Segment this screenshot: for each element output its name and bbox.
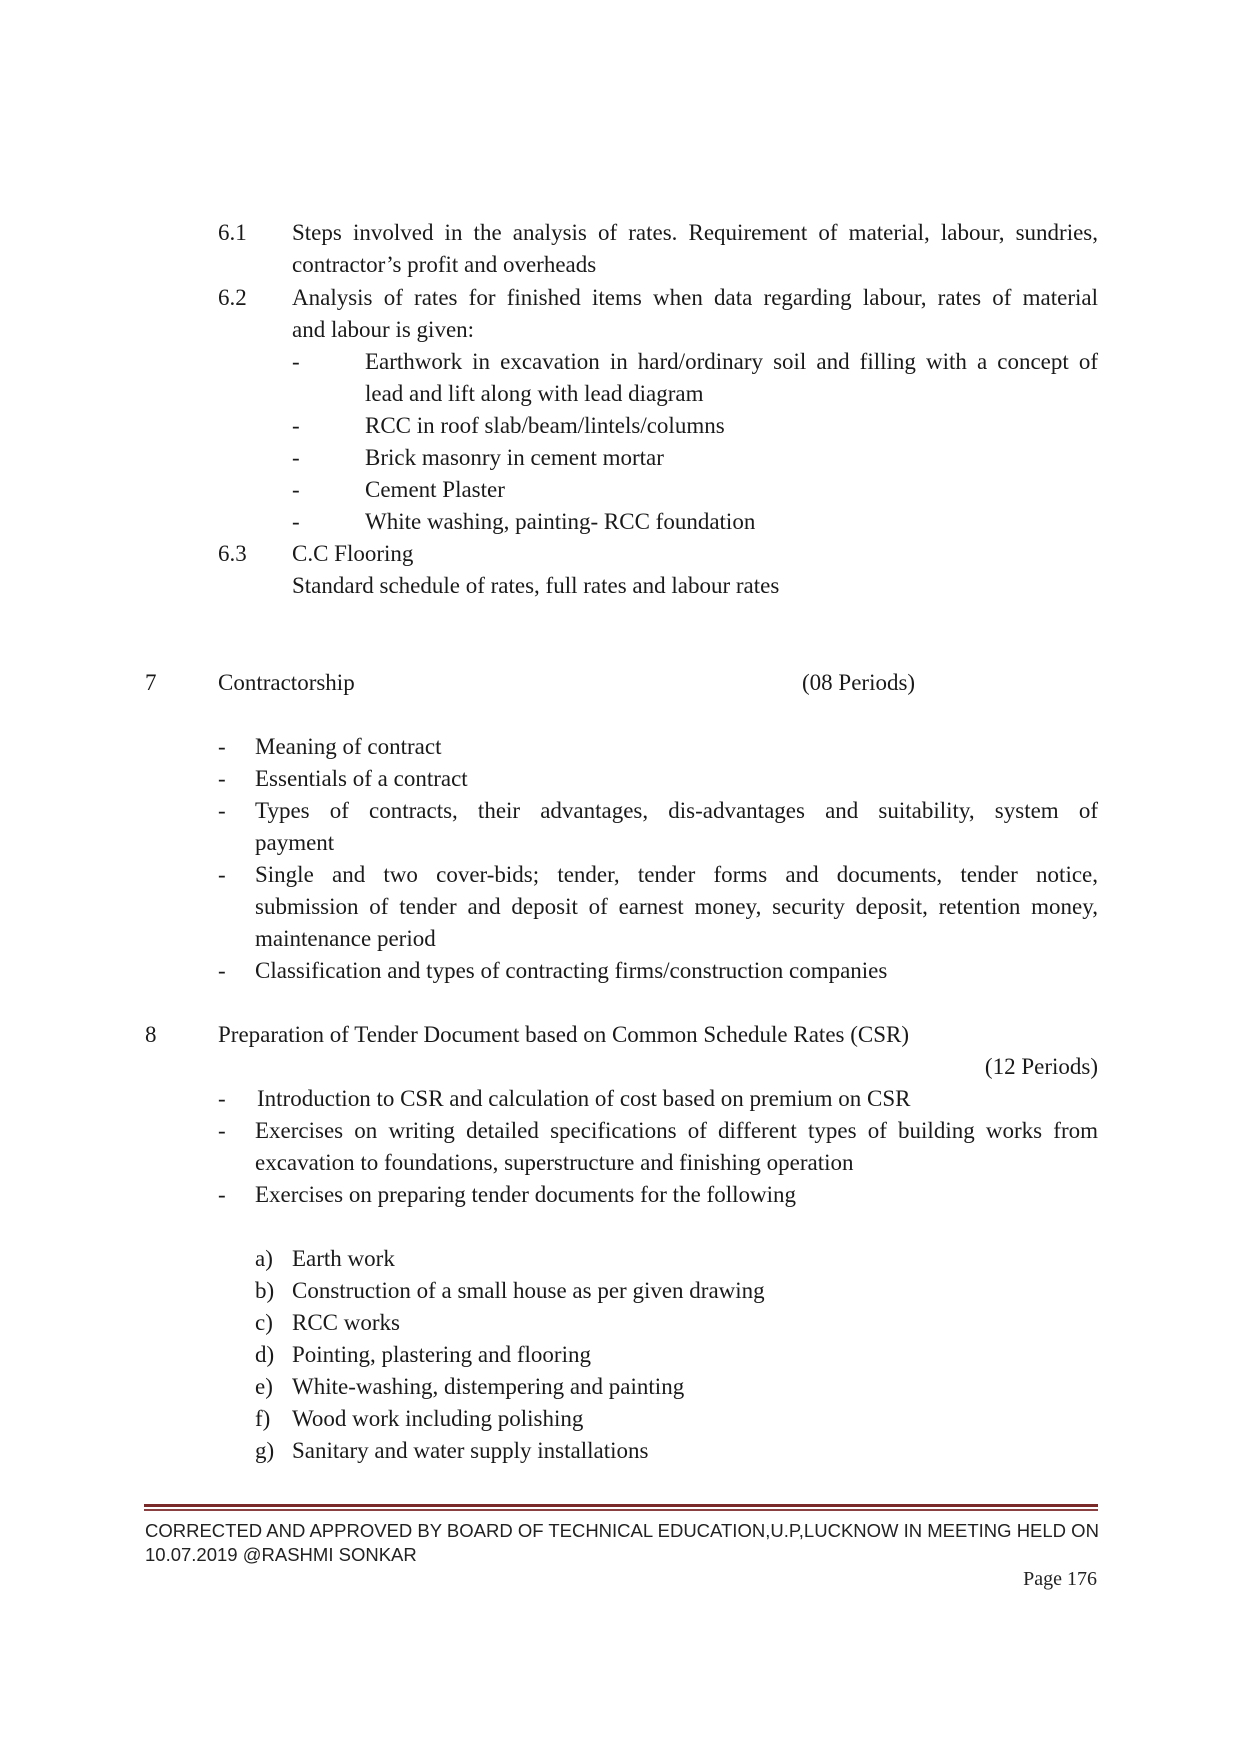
list-label-f: f) [255,1406,271,1431]
section-7-line-5: Single and two cover-bids; tender, tender forms and documents, tender notice, [255,862,1098,887]
section-7-line-8: Classification and types of contracting firms/construction companies [255,958,888,983]
dash-bullet: - [218,734,226,759]
section-7-line-4: payment [255,830,335,855]
dash-bullet: - [218,798,226,823]
section-6-3-line-1: C.C Flooring [292,541,414,566]
section-7-line-3: Types of contracts, their advantages, dis-advantages and suitability, system of [255,798,1098,823]
dash-bullet: - [218,766,226,791]
section-6-2-item-3: Brick masonry in cement mortar [365,445,664,470]
list-item-b: Construction of a small house as per given drawing [292,1278,765,1303]
section-7-line-1: Meaning of contract [255,734,442,759]
section-6-2-item-2: RCC in roof slab/beam/lintels/columns [365,413,725,438]
footer-line-1: CORRECTED AND APPROVED BY BOARD OF TECHNICAL EDUCATION,U.P,LUCKNOW IN MEETING HELD ON [145,1520,1099,1541]
section-6-2-number: 6.2 [218,285,247,310]
list-label-c: c) [255,1310,273,1335]
section-6-3-number: 6.3 [218,541,247,566]
dash-bullet: - [218,862,226,887]
section-6-2-item-5: White washing, painting- RCC foundation [365,509,756,534]
dash-bullet: - [292,477,300,502]
section-8-line-2: Exercises on writing detailed specifications of different types of building works from [255,1118,1098,1143]
dash-bullet: - [292,445,300,470]
dash-bullet: - [292,509,300,534]
footer-divider-secondary [144,1509,1098,1511]
footer-line-2: 10.07.2019 @RASHMI SONKAR [145,1544,417,1565]
section-6-2-line-1: Analysis of rates for finished items when data regarding labour, rates of material [292,285,1098,310]
section-6-1-line-2: contractor’s profit and overheads [292,252,597,277]
list-item-e: White-washing, distempering and painting [292,1374,685,1399]
section-7-title: Contractorship [218,670,355,695]
list-item-c: RCC works [292,1310,400,1335]
section-6-2-item-1b: lead and lift along with lead diagram [365,381,704,406]
list-label-e: e) [255,1374,273,1399]
section-6-2-item-4: Cement Plaster [365,477,505,502]
list-item-g: Sanitary and water supply installations [292,1438,649,1463]
page-number: Page 176 [1023,1568,1097,1590]
list-item-a: Earth work [292,1246,395,1271]
section-8-number: 8 [145,1022,157,1047]
dash-bullet: - [218,958,226,983]
section-8-line-4: Exercises on preparing tender documents for the following [255,1182,796,1207]
section-6-2-line-2: and labour is given: [292,317,475,342]
section-8-title: Preparation of Tender Document based on Common Schedule Rates (CSR) [218,1022,910,1047]
section-7-number: 7 [145,670,157,695]
dash-bullet: - [218,1182,226,1207]
dash-bullet: - [292,413,300,438]
dash-bullet: - [218,1118,226,1143]
section-7-periods: (08 Periods) [802,670,916,695]
list-label-b: b) [255,1278,275,1303]
list-label-a: a) [255,1246,273,1271]
section-8-line-3: excavation to foundations, superstructure and finishing operation [255,1150,854,1175]
footer-divider [144,1504,1098,1507]
section-6-3-line-2: Standard schedule of rates, full rates and labour rates [292,573,780,598]
dash-bullet: - [218,1086,226,1111]
section-8-line-1: Introduction to CSR and calculation of cost based on premium on CSR [257,1086,911,1111]
list-label-d: d) [255,1342,275,1367]
dash-bullet: - [292,349,300,374]
list-item-d: Pointing, plastering and flooring [292,1342,591,1367]
section-7-line-6: submission of tender and deposit of earnest money, security deposit, retention money, [255,894,1098,919]
list-label-g: g) [255,1438,275,1463]
section-7-line-2: Essentials of a contract [255,766,468,791]
list-item-f: Wood work including polishing [292,1406,584,1431]
section-7-line-7: maintenance period [255,926,436,951]
section-6-2-item-1a: Earthwork in excavation in hard/ordinary soil and filling with a concept of [365,349,1098,374]
section-6-1-line-1: Steps involved in the analysis of rates. Requirement of material, labour, sundries, [292,220,1098,245]
section-8-periods: (12 Periods) [984,1054,1098,1079]
section-6-1-number: 6.1 [218,220,247,245]
